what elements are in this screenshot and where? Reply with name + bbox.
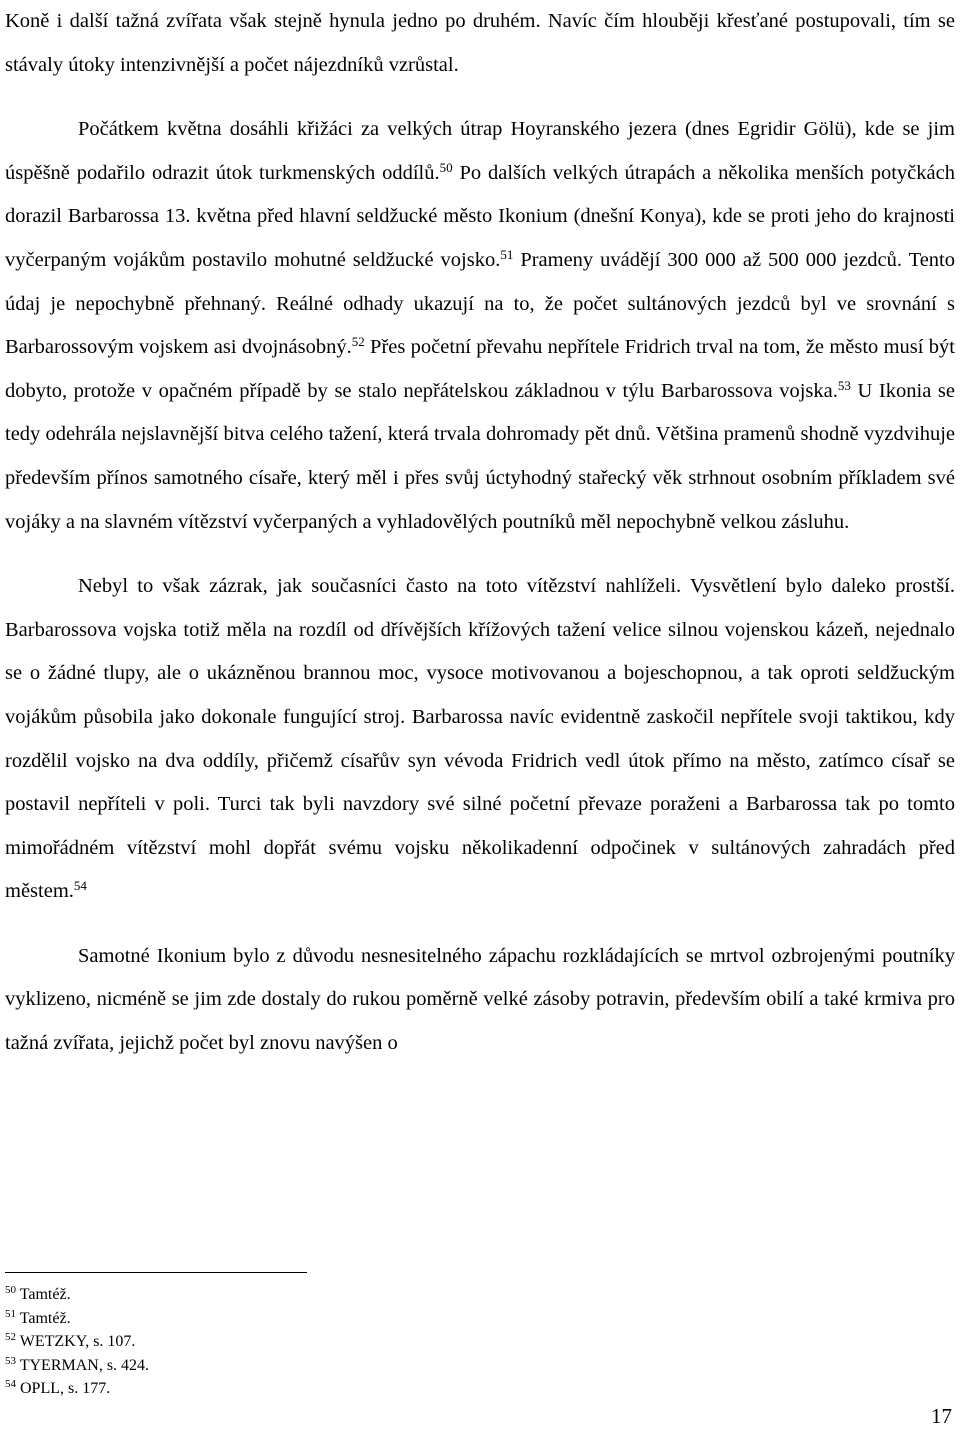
footnote-number: 54 — [5, 1378, 16, 1391]
paragraph-text: Samotné Ikonium bylo z důvodu nesnesitelného zápachu rozkládajících se mrtvol ozbrojenými poutníky vyklizeno, nicméně se jim zde dostaly do rukou poměrně velké zásoby potravin, především obilí a také krmiva pro tažná zvířata, jejichž počet byl znovu navýšen o — [5, 944, 955, 1055]
footnote-reference[interactable]: 52 — [351, 334, 365, 350]
footnote-separator — [5, 1272, 307, 1273]
footnote-number: 52 — [5, 1331, 16, 1344]
paragraph-text: Přes početní převahu nepřítele Fridrich trval na tom, že město musí být dobyto, protože v opačném případě by se stalo nepřátelskou základnou v týlu Barbarossova vojska. — [5, 336, 955, 402]
paragraph-text: Počátkem května dosáhli křižáci za velkých útrap Hoyranského jezera (dnes Egridir Gölü), kde se jim úspěšně podařilo odrazit útok turkmenských oddílů. — [5, 118, 955, 184]
paragraph — [5, 0, 955, 87]
footnote — [5, 1330, 605, 1354]
paragraph — [5, 108, 955, 544]
page-number: 17 — [931, 1404, 952, 1428]
paragraph — [5, 565, 955, 914]
document-page — [5, 0, 955, 1432]
footnote — [5, 1354, 605, 1378]
footnote-text: Tamtéž. — [19, 1286, 71, 1303]
body-text — [5, 0, 955, 1066]
footnote-number: 53 — [5, 1354, 16, 1367]
footnote-text: TYERMAN, s. 424. — [19, 1356, 150, 1374]
paragraph-text: Koně i další tažná zvířata však stejně hynula jedno po druhém. Navíc čím hlouběji křesťané postupovali, tím se stávaly útoky intenzivnější a počet nájezdníků vzrůstal. — [5, 10, 955, 76]
footnote-text: Tamtéž. — [19, 1309, 71, 1327]
footnote-number: 51 — [5, 1307, 16, 1320]
footnote — [5, 1283, 605, 1307]
footnote-reference[interactable]: 50 — [439, 159, 453, 175]
paragraph — [5, 935, 955, 1066]
paragraph-text: Prameny uvádějí 300 000 až 500 000 jezdců. Tento údaj je nepochybně přehnaný. Reálné odhady ukazují na to, že počet sultánových jezdců byl ve srovnání s Barbarossovým vojskem asi dvojnásobný. — [5, 248, 955, 359]
footnote-reference[interactable]: 51 — [500, 246, 514, 262]
footnote — [5, 1377, 605, 1401]
paragraph-text: Nebyl to však zázrak, jak současníci často na toto vítězství nahlíželi. Vysvětlení bylo daleko prostší. Barbarossova vojska totiž měla na rozdíl od dřívějších křížových tažení velice silnou vojenskou kázeň, nejednalo se o žádné tlupy, ale o ukázněnou brannou moc, vysoce motivovanou a bojeschopnou, a tak oproti seldžuckým vojákům působila jako dokonale fungující stroj. Barbarossa navíc evidentně zaskočil nepřítele svoji taktikou, kdy rozdělil vojsko na dva oddíly, přičemž císařův syn vévoda Fridrich vedl útok přímo na město, zatímco císař se postavil nepříteli v poli. Turci tak byli navzdory své silné početní převaze poraženi a Barbarossa tak po tomto mimořádném vítězství mohl dopřát svému vojsku několikadenní odpočinek v sultánových zahradách před městem. — [5, 575, 955, 903]
footnotes — [5, 1283, 605, 1401]
footnote-text: OPLL, s. 177. — [20, 1380, 111, 1398]
footnote-reference[interactable]: 54 — [73, 878, 87, 894]
paragraph-text: U Ikonia se tedy odehrála nejslavnější bitva celého tažení, která trvala dohromady pět dnů. Většina pramenů shodně vyzdvihuje především přínos samotného císaře, který měl i přes svůj úctyhodný stařecký věk strhnout osobním příkladem své vojáky a na slavném vítězství vyčerpaných a vyhladovělých poutníků měl nepochybně velkou zásluhu. — [5, 379, 955, 533]
paragraph-text: Po dalších velkých útrapách a několika menších potyčkách dorazil Barbarossa 13. května před hlavní seldžucké město Ikonium (dnešní Konya), kde se proti jeho do krajnosti vyčerpaným vojákům postavilo mohutné seldžucké vojsko. — [5, 161, 955, 271]
footnote-number: 50 — [5, 1284, 16, 1296]
footnote-reference[interactable]: 53 — [837, 377, 851, 393]
footnote — [5, 1307, 605, 1331]
footnote-text: WETZKY, s. 107. — [19, 1333, 136, 1351]
